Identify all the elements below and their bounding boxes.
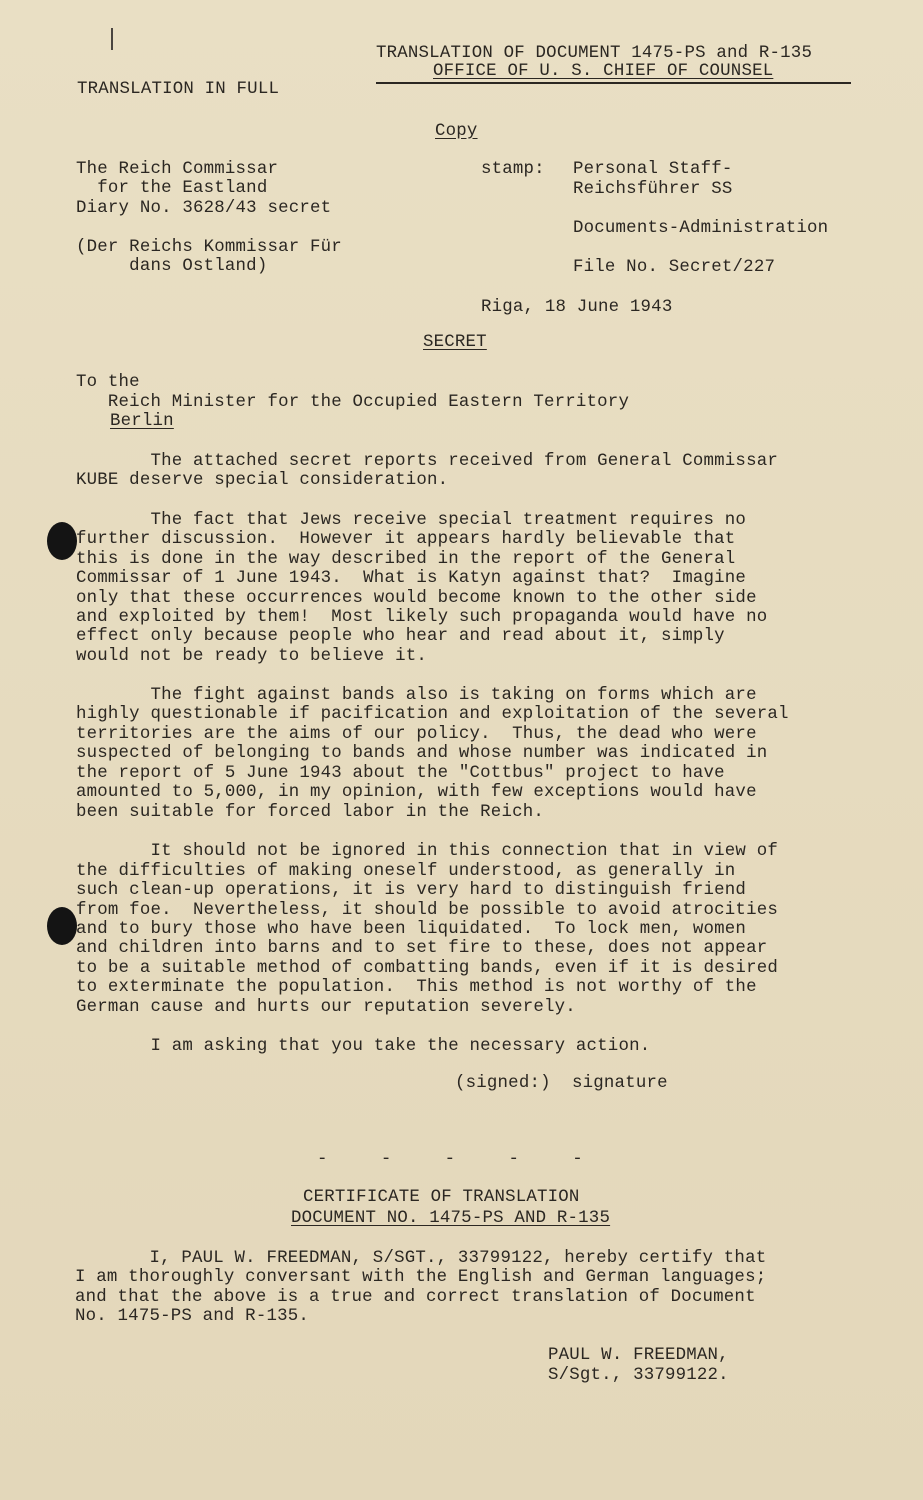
body-line: amounted to 5,000, in my opinion, with few exceptions would have	[76, 783, 757, 802]
stamp-file-no: File No. Secret/227	[573, 258, 776, 277]
body-line: such clean-up operations, it is very hard to distinguish friend	[76, 881, 747, 900]
punch-hole-bottom	[47, 907, 77, 945]
body-line: from foe. Nevertheless, it should be possible to avoid atrocities	[76, 901, 778, 920]
body-line: German cause and hurts our reputation severely.	[76, 998, 576, 1017]
certificate-line: No. 1475-PS and R-135.	[75, 1307, 309, 1326]
body-line: The attached secret reports received from General Commissar	[76, 452, 778, 471]
signer-rank: S/Sgt., 33799122.	[548, 1366, 729, 1385]
recipient-city: Berlin	[110, 412, 174, 431]
body-line: effect only because people who hear and read about it, simply	[76, 627, 725, 646]
stamp-line: Personal Staff-	[573, 160, 733, 179]
sender-german-line: (Der Reichs Kommissar Für	[76, 238, 342, 257]
place-date: Riga, 18 June 1943	[481, 298, 673, 317]
body-line: to exterminate the population. This method is not worthy of the	[76, 978, 757, 997]
body-line: The fight against bands also is taking on forms which are	[76, 686, 757, 705]
body-line: territories are the aims of our policy. Thus, the dead who were	[76, 725, 757, 744]
recipient-to: To the	[76, 373, 140, 392]
signed-line: (signed:) signature	[455, 1074, 668, 1093]
body-line: and exploited by them! Most likely such propaganda would have no	[76, 608, 768, 627]
certificate-title: CERTIFICATE OF TRANSLATION	[303, 1188, 580, 1207]
body-line: to be a suitable method of combatting bands, even if it is desired	[76, 959, 778, 978]
stamp-admin: Documents-Administration	[573, 219, 829, 238]
header-office: OFFICE OF U. S. CHIEF OF COUNSEL	[433, 62, 774, 81]
body-line: The fact that Jews receive special treatment requires no	[76, 511, 747, 530]
sender-line: for the Eastland	[76, 179, 268, 198]
stamp-label: stamp:	[481, 160, 545, 179]
body-line: the difficulties of making oneself understood, as generally in	[76, 862, 736, 881]
sender-line: The Reich Commissar	[76, 160, 279, 179]
body-line: KUBE deserve special consideration.	[76, 471, 449, 490]
body-line: would not be ready to believe it.	[76, 647, 427, 666]
stamp-line: Reichsführer SS	[573, 180, 733, 199]
separator: - - - - -	[317, 1150, 583, 1169]
body-line: and to bury those who have been liquidated. To lock men, women	[76, 920, 747, 939]
certificate-line: I, PAUL W. FREEDMAN, S/SGT., 33799122, hereby certify that	[75, 1249, 767, 1268]
body-line: It should not be ignored in this connection that in view of	[76, 842, 778, 861]
body-line: further discussion. However it appears hardly believable that	[76, 530, 736, 549]
body-line: the report of 5 June 1943 about the "Cottbus" project to have	[76, 764, 725, 783]
recipient-minister: Reich Minister for the Occupied Eastern Territory	[76, 393, 630, 412]
body-line: suspected of belonging to bands and whose number was indicated in	[76, 744, 768, 763]
header-translation-of: TRANSLATION OF DOCUMENT 1475-PS and R-135	[376, 44, 813, 63]
certificate-subtitle: DOCUMENT NO. 1475-PS AND R-135	[291, 1209, 611, 1228]
body-line: this is done in the way described in the report of the General	[76, 550, 736, 569]
closing-line: I am asking that you take the necessary action.	[76, 1037, 651, 1056]
certificate-line: and that the above is a true and correct translation of Document	[75, 1288, 756, 1307]
body-line: been suitable for forced labor in the Reich.	[76, 803, 544, 822]
translation-in-full: TRANSLATION IN FULL	[77, 80, 280, 99]
signer-name: PAUL W. FREEDMAN,	[548, 1346, 729, 1365]
body-line: and children into barns and to set fire to these, does not appear	[76, 939, 768, 958]
punch-hole-top	[47, 522, 77, 560]
header-rule	[376, 82, 851, 84]
body-line: Commissar of 1 June 1943. What is Katyn against that? Imagine	[76, 569, 747, 588]
body-line: highly questionable if pacification and exploitation of the several	[76, 705, 789, 724]
margin-mark	[111, 28, 113, 50]
sender-line: Diary No. 3628/43 secret	[76, 199, 332, 218]
copy-label: Copy	[435, 122, 478, 141]
sender-german-line: dans Ostland)	[76, 257, 268, 276]
secret-label: SECRET	[423, 333, 487, 352]
body-line: only that these occurrences would become known to the other side	[76, 589, 757, 608]
certificate-line: I am thoroughly conversant with the English and German languages;	[75, 1268, 767, 1287]
